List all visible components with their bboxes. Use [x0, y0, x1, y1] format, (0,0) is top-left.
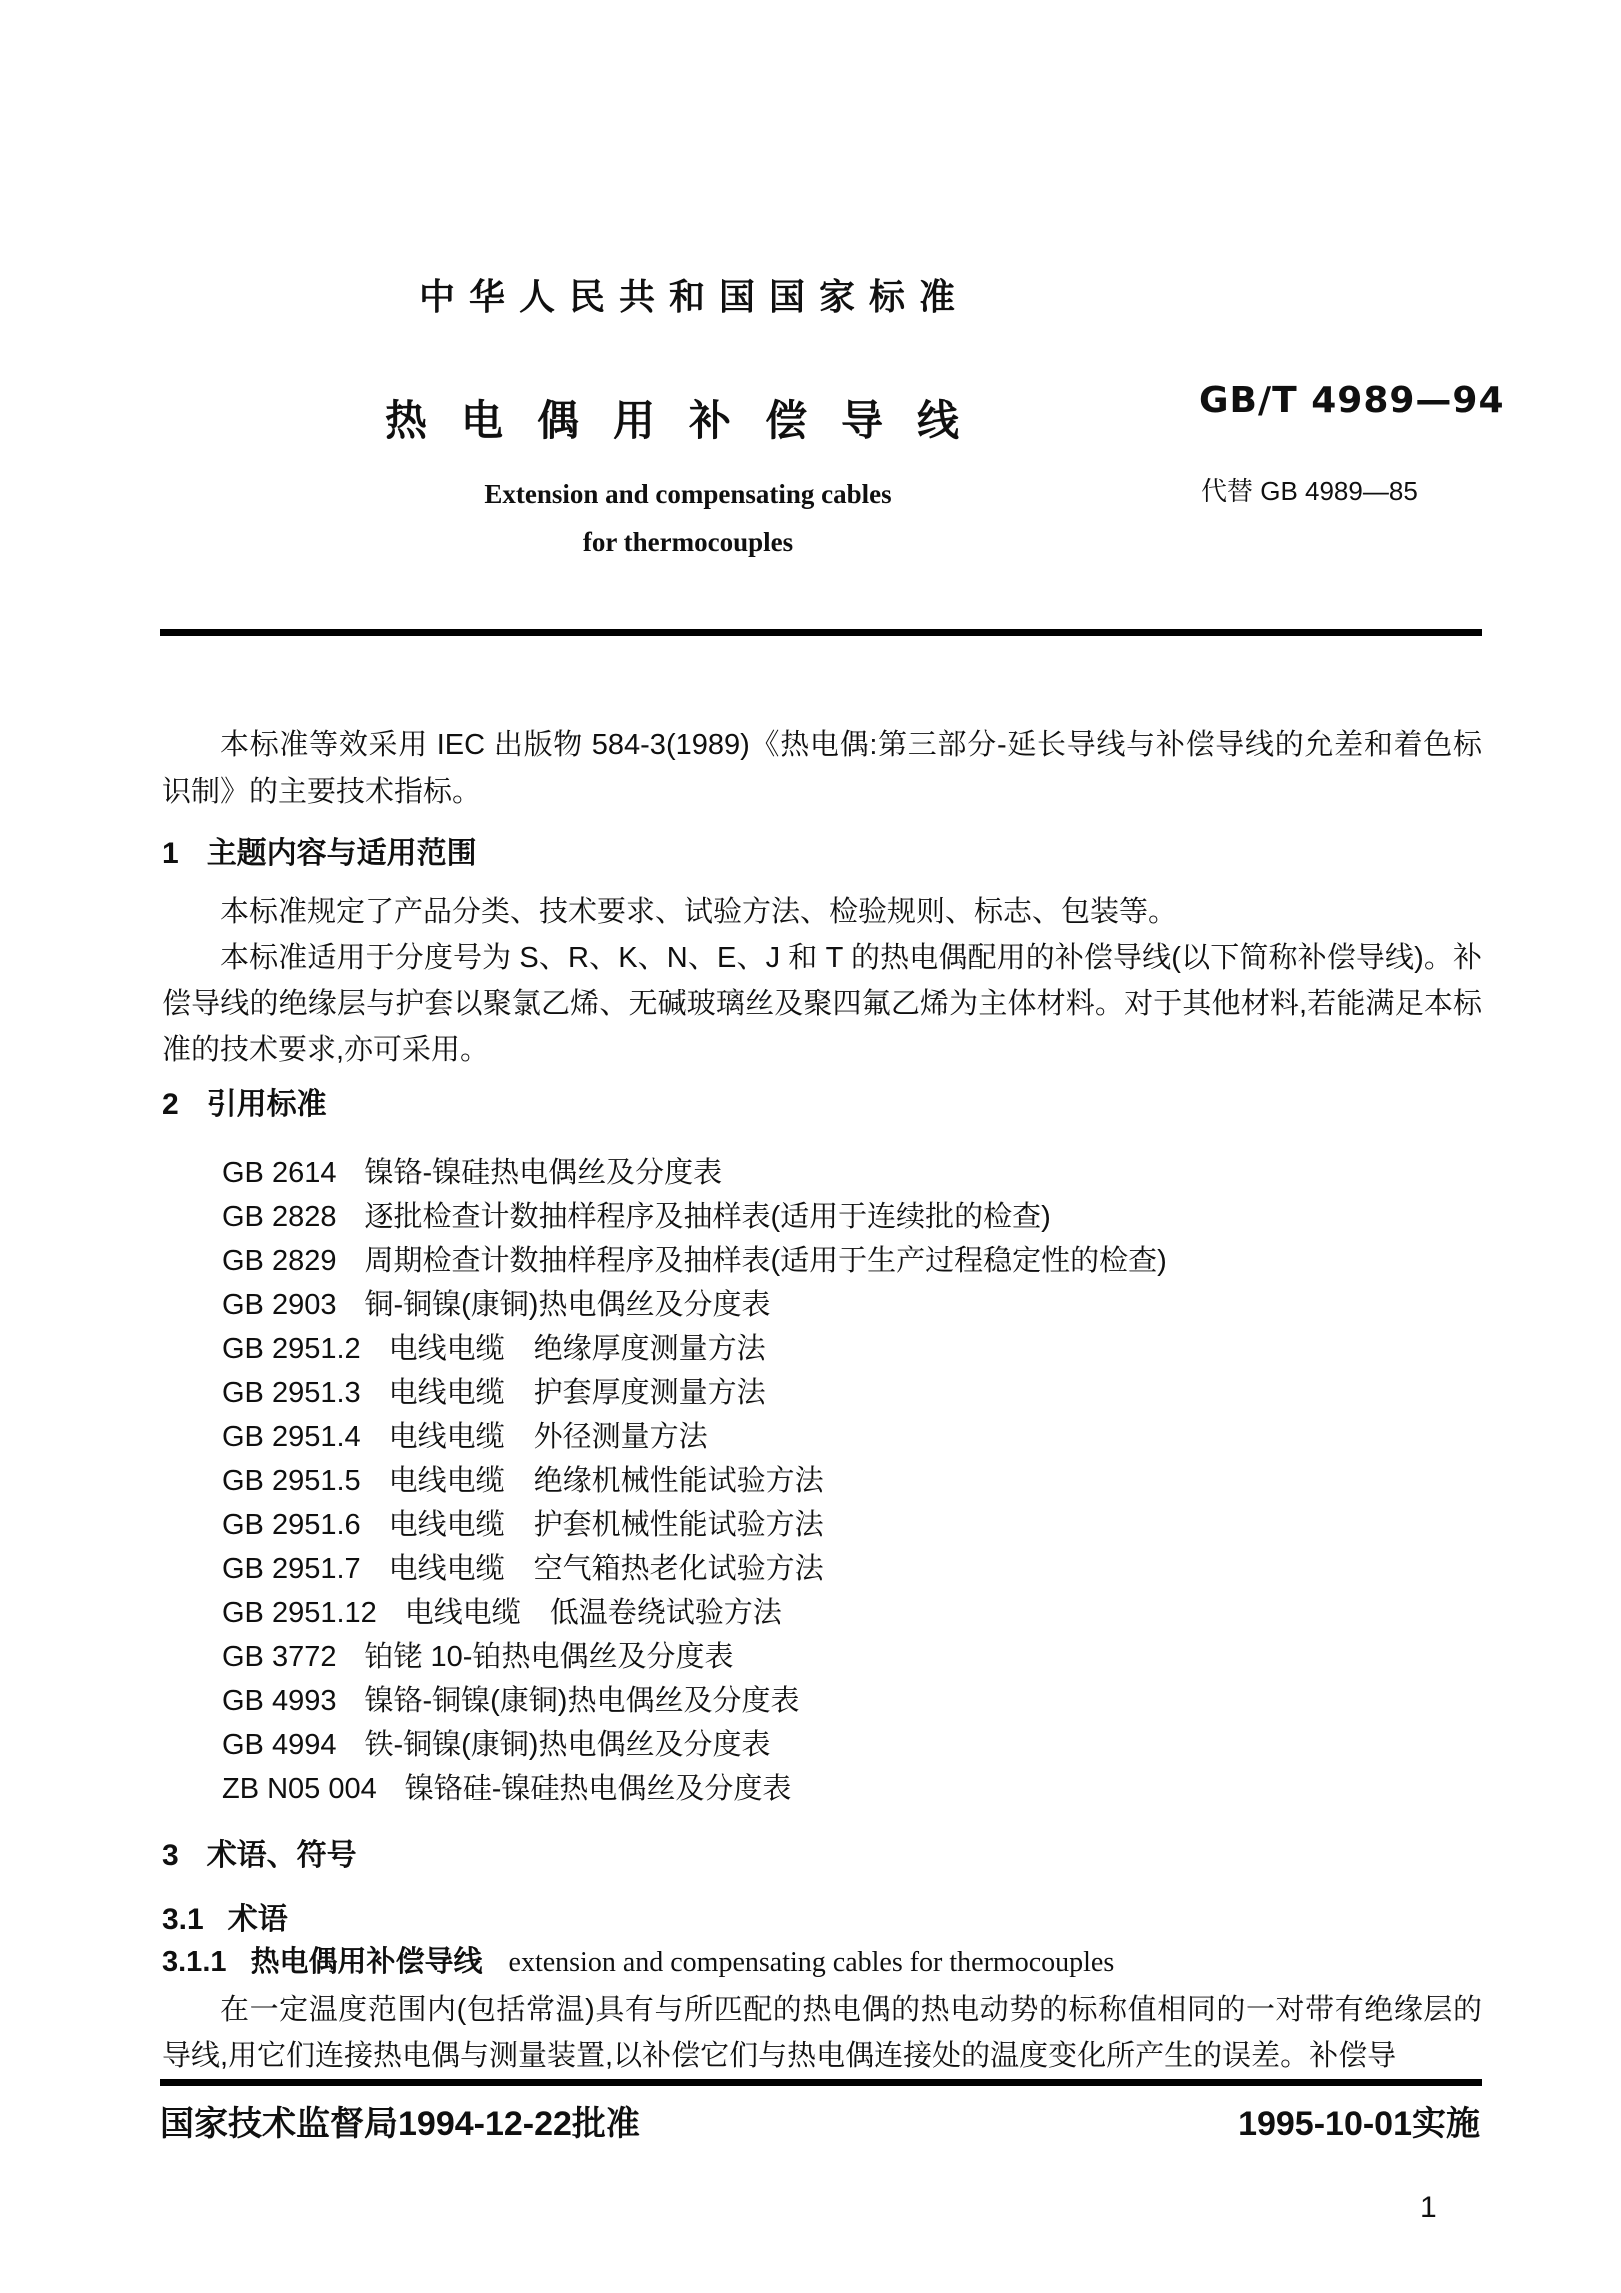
- section-3-1-1-heading: [162, 1948, 1114, 1977]
- reference-item: [222, 1459, 1167, 1503]
- reference-item: [222, 1415, 1167, 1459]
- reference-title: 铁-铜镍(康铜)热电偶丝及分度表: [364, 1729, 771, 1761]
- section-1-heading: [162, 839, 477, 869]
- reference-list: [222, 1151, 1167, 1811]
- reference-item: [222, 1723, 1167, 1767]
- reference-title: 镍铬-铜镍(康铜)热电偶丝及分度表: [364, 1685, 800, 1717]
- reference-item: [222, 1151, 1167, 1195]
- reference-code: GB 2951.12: [222, 1597, 377, 1629]
- section-2-title: 引用标准: [206, 1088, 327, 1121]
- reference-title: 电线电缆 空气箱热老化试验方法: [388, 1553, 824, 1585]
- section-3-1-number: 3.1: [162, 1903, 204, 1936]
- section-3-1-1-definition: 在一定温度范围内(包括常温)具有与所匹配的热电偶的热电动势的标称值相同的一对带有绝缘层的导线,用它们连接热电偶与测量装置,以补偿它们与热电偶连接处的温度变化所产生的误差。补偿导: [162, 1994, 1482, 2072]
- reference-code: GB 3772: [222, 1641, 337, 1673]
- standard-number: GB/T 4989—94: [1199, 380, 1505, 421]
- reference-title: 镍铬-镍硅热电偶丝及分度表: [364, 1157, 723, 1189]
- reference-title: 电线电缆 外径测量方法: [388, 1421, 708, 1453]
- reference-title: 周期检查计数抽样程序及抽样表(适用于生产过程稳定性的检查): [364, 1245, 1167, 1277]
- reference-title: 铜-铜镍(康铜)热电偶丝及分度表: [364, 1289, 771, 1321]
- reference-item: [222, 1283, 1167, 1327]
- reference-item: [222, 1591, 1167, 1635]
- reference-code: GB 2951.4: [222, 1421, 361, 1453]
- reference-code: ZB N05 004: [222, 1773, 377, 1805]
- reference-item: [222, 1503, 1167, 1547]
- section-2-number: 2: [162, 1088, 179, 1121]
- national-standard-label: 中华人民共和国国家标准: [418, 276, 970, 317]
- reference-code: GB 2828: [222, 1201, 337, 1233]
- reference-item: [222, 1547, 1167, 1591]
- section-2-heading: [162, 1090, 327, 1120]
- section-3-number: 3: [162, 1839, 179, 1872]
- reference-code: GB 2829: [222, 1245, 337, 1277]
- header-rule: [160, 629, 1482, 636]
- reference-code: GB 4993: [222, 1685, 337, 1717]
- document-title-en-line2: for thermocouples: [582, 527, 794, 557]
- reference-code: GB 2951.6: [222, 1509, 361, 1541]
- section-1-paragraph-2: 本标准适用于分度号为 S、R、K、N、E、J 和 T 的热电偶配用的补偿导线(以下简称补偿导线)。补偿导线的绝缘层与护套以聚氯乙烯、无碱玻璃丝及聚四氟乙烯为主体材料。对于其他材料,若能满足本标准的技术要求,亦可采用。: [162, 942, 1482, 1066]
- section-3-1-title: 术语: [227, 1903, 288, 1936]
- supersedes-note: 代替 GB 4989—85: [1201, 476, 1418, 506]
- section-3-1-1-term-cn: 热电偶用补偿导线: [250, 1946, 483, 1978]
- reference-title: 电线电缆 绝缘厚度测量方法: [388, 1333, 766, 1365]
- reference-item: [222, 1195, 1167, 1239]
- footer-rule: [160, 2079, 1482, 2086]
- section-1-number: 1: [162, 837, 179, 870]
- reference-code: GB 2951.3: [222, 1377, 361, 1409]
- reference-item: [222, 1239, 1167, 1283]
- reference-title: 逐批检查计数抽样程序及抽样表(适用于连续批的检查): [364, 1201, 1051, 1233]
- reference-title: 镍铬硅-镍硅热电偶丝及分度表: [404, 1773, 792, 1805]
- page-number: 1: [1420, 2191, 1437, 2224]
- section-3-1-heading: [162, 1905, 288, 1935]
- reference-item: [222, 1679, 1167, 1723]
- section-1-paragraph-1: 本标准规定了产品分类、技术要求、试验方法、检验规则、标志、包装等。: [220, 896, 1178, 928]
- intro-paragraph: 本标准等效采用 IEC 出版物 584-3(1989)《热电偶:第三部分-延长导线与补偿导线的允差和着色标识制》的主要技术指标。: [162, 729, 1482, 808]
- reference-item: [222, 1371, 1167, 1415]
- document-title-en-line1: Extension and compensating cables: [484, 479, 892, 509]
- reference-item: [222, 1767, 1167, 1811]
- document-title-cn: 热电偶用补偿导线: [384, 397, 994, 444]
- implementation-note: 1995-10-01实施: [1238, 2105, 1480, 2143]
- section-1-title: 主题内容与适用范围: [206, 837, 477, 870]
- reference-title: 电线电缆 护套机械性能试验方法: [388, 1509, 824, 1541]
- reference-item: [222, 1635, 1167, 1679]
- section-3-heading: [162, 1841, 357, 1871]
- section-3-1-1-number: 3.1.1: [162, 1946, 227, 1978]
- reference-title: 电线电缆 低温卷绕试验方法: [404, 1597, 782, 1629]
- reference-title: 电线电缆 护套厚度测量方法: [388, 1377, 766, 1409]
- approval-note: 国家技术监督局1994-12-22批准: [160, 2105, 640, 2143]
- section-3-title: 术语、符号: [206, 1839, 357, 1872]
- reference-title: 铂铑 10-铂热电偶丝及分度表: [364, 1641, 734, 1673]
- reference-title: 电线电缆 绝缘机械性能试验方法: [388, 1465, 824, 1497]
- reference-code: GB 2951.2: [222, 1333, 361, 1365]
- reference-item: [222, 1327, 1167, 1371]
- reference-code: GB 2614: [222, 1157, 337, 1189]
- section-3-1-1-term-en: extension and compensating cables for thermocouples: [508, 1947, 1115, 1978]
- reference-code: GB 2951.7: [222, 1553, 361, 1585]
- reference-code: GB 2951.5: [222, 1465, 361, 1497]
- reference-code: GB 2903: [222, 1289, 337, 1321]
- reference-code: GB 4994: [222, 1729, 337, 1761]
